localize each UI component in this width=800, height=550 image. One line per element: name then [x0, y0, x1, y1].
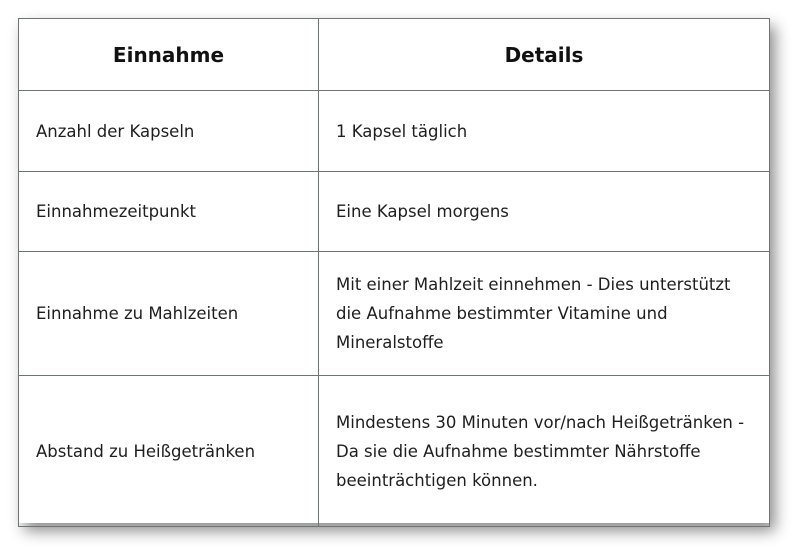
row-label-cell: Abstand zu Heißgetränken [19, 376, 319, 527]
row-details-cell: Eine Kapsel morgens [319, 172, 770, 252]
row-details-cell: Mindestens 30 Minuten vor/nach Heißgetränken - Da sie die Aufnahme bestimmter Nährstoffe beeinträchtigen können. [319, 376, 770, 527]
table-row [19, 172, 770, 252]
intake-table-card [18, 18, 769, 523]
row-label-cell: Einnahme zu Mahlzeiten [19, 252, 319, 376]
table-row [19, 376, 770, 527]
intake-table [18, 18, 770, 527]
header-cell-details: Details [319, 19, 770, 91]
table-header-row [19, 19, 770, 91]
table-row [19, 91, 770, 172]
table-row [19, 252, 770, 376]
header-cell-einnahme: Einnahme [19, 19, 319, 91]
row-label-cell: Einnahmezeitpunkt [19, 172, 319, 252]
row-details-cell: Mit einer Mahlzeit einnehmen - Dies unterstützt die Aufnahme bestimmter Vitamine und Mineralstoffe [319, 252, 770, 376]
row-label-cell: Anzahl der Kapseln [19, 91, 319, 172]
row-details-cell: 1 Kapsel täglich [319, 91, 770, 172]
